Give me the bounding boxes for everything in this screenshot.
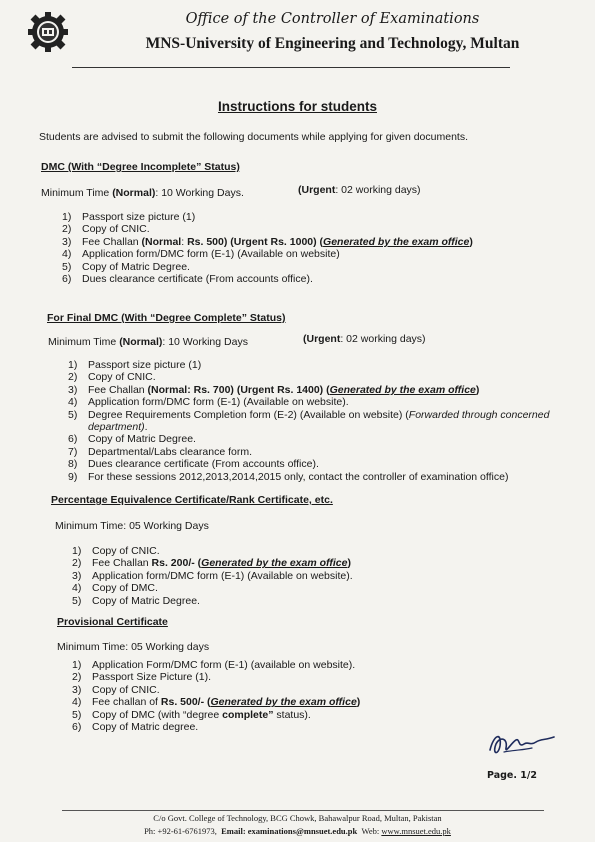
signature-icon [484,728,556,760]
footer-email: Email: examinations@mnsuet.edu.pk [221,826,358,836]
list-item: 6) Copy of Matric Degree. [68,433,196,446]
list-item: 8) Dues clearance certificate (From accounts office). [68,458,319,471]
list-final-dmc [62,359,552,483]
list-item: 3) Application form/DMC form (E-1) (Available on website). [72,569,353,582]
footer-web-label: Web: [361,826,380,836]
min-time-dmc-incomplete [41,187,244,199]
list-item: 6) Copy of Matric degree. [72,721,199,734]
footer-phone: Ph: +92-61-6761973, [144,826,217,836]
list-provisional [66,659,536,733]
university-title: MNS-University of Engineering and Technology, Multan [145,35,520,52]
min-time-days: : 10 Working Days. [155,187,244,199]
list-item: 5) Copy of Matric Degree. [62,260,190,273]
list-item: 4) Copy of DMC. [72,582,158,595]
list-item: 5) Degree Requirements Completion form (E-2) (Available on website) (Forwarded through concerned department). [68,408,550,434]
office-title: Office of the Controller of Examinations [185,11,480,27]
list-item: 1) Passport size picture (1) [62,211,196,223]
list-item: 1) Copy of CNIC. [72,545,160,557]
list-item: 5) Copy of Matric Degree. [72,594,200,607]
list-item: 2) Copy of CNIC. [62,223,150,236]
min-time-label: Minimum Time [48,336,120,348]
urgent-days: : 02 working days) [335,184,421,196]
list-item: 4) Fee challan of Rs. 500/- (Generated by the exam office) [72,696,361,709]
list-item: 7) Departmental/Labs clearance form. [68,445,252,458]
min-time-normal: (Normal) [119,336,163,348]
urgent-label: (Urgent [303,333,341,345]
list-percentage [66,545,536,607]
list-item: 5) Copy of DMC (with “degree complete” status). [72,708,311,721]
list-item: 1) Passport size picture (1) [68,359,202,371]
list-item: 2) Passport Size Picture (1). [72,671,212,684]
urgent-label: (Urgent [298,184,336,196]
footer-address: C/o Govt. College of Technology, BCG Chowk, Bahawalpur Road, Multan, Pakistan [153,813,442,823]
section-title-dmc-incomplete: DMC (With “Degree Incomplete” Status) [41,161,240,173]
urgent-time-final-dmc [303,333,426,345]
footer-divider [62,810,544,811]
section-title-provisional: Provisional Certificate [57,616,168,628]
footer-web-link[interactable]: www.mnsuet.edu.pk [381,826,451,836]
document-heading: Instructions for students [217,99,377,114]
list-item: 2) Fee Challan Rs. 200/- (Generated by the exam office) [72,557,351,570]
list-item: 3) Fee Challan (Normal: Rs. 500) (Urgent Rs. 1000) (Generated by the exam office) [62,235,473,248]
list-item: 3) Copy of CNIC. [72,683,160,696]
header-divider [72,67,510,68]
urgent-days: : 02 working days) [340,333,426,345]
min-time-provisional: Minimum Time: 05 Working days [57,641,210,653]
list-dmc-incomplete [56,211,536,285]
min-time-percentage: Minimum Time: 05 Working Days [55,520,209,532]
list-item: 9) For these sessions 2012,2013,2014,2015 only, contact the controller of examination office) [68,470,509,483]
page-number: Page. 1/2 [487,770,537,781]
list-item: 4) Application form/DMC form (E-1) (Available on website). [68,396,349,409]
list-item: 1) Application Form/DMC form (E-1) (available on website). [72,659,356,671]
footer-contact [0,826,595,836]
min-time-normal: (Normal) [112,187,156,199]
min-time-final-dmc [48,336,248,348]
list-item: 3) Fee Challan (Normal: Rs. 700) (Urgent Rs. 1400) (Generated by the exam office) [68,383,480,396]
list-item: 6) Dues clearance certificate (From accounts office). [62,273,313,286]
list-item: 4) Application form/DMC form (E-1) (Available on website) [62,248,340,261]
section-title-final-dmc: For Final DMC (With “Degree Complete” Status) [47,312,286,324]
urgent-time-dmc-incomplete [298,184,421,196]
min-time-label: Minimum Time [41,187,113,199]
intro-text: Students are advised to submit the following documents while applying for given documents. [39,131,468,143]
min-time-days: : 10 Working Days [162,336,248,348]
section-title-percentage: Percentage Equivalence Certificate/Rank Certificate, etc. [51,494,333,506]
list-item: 2) Copy of CNIC. [68,371,156,384]
